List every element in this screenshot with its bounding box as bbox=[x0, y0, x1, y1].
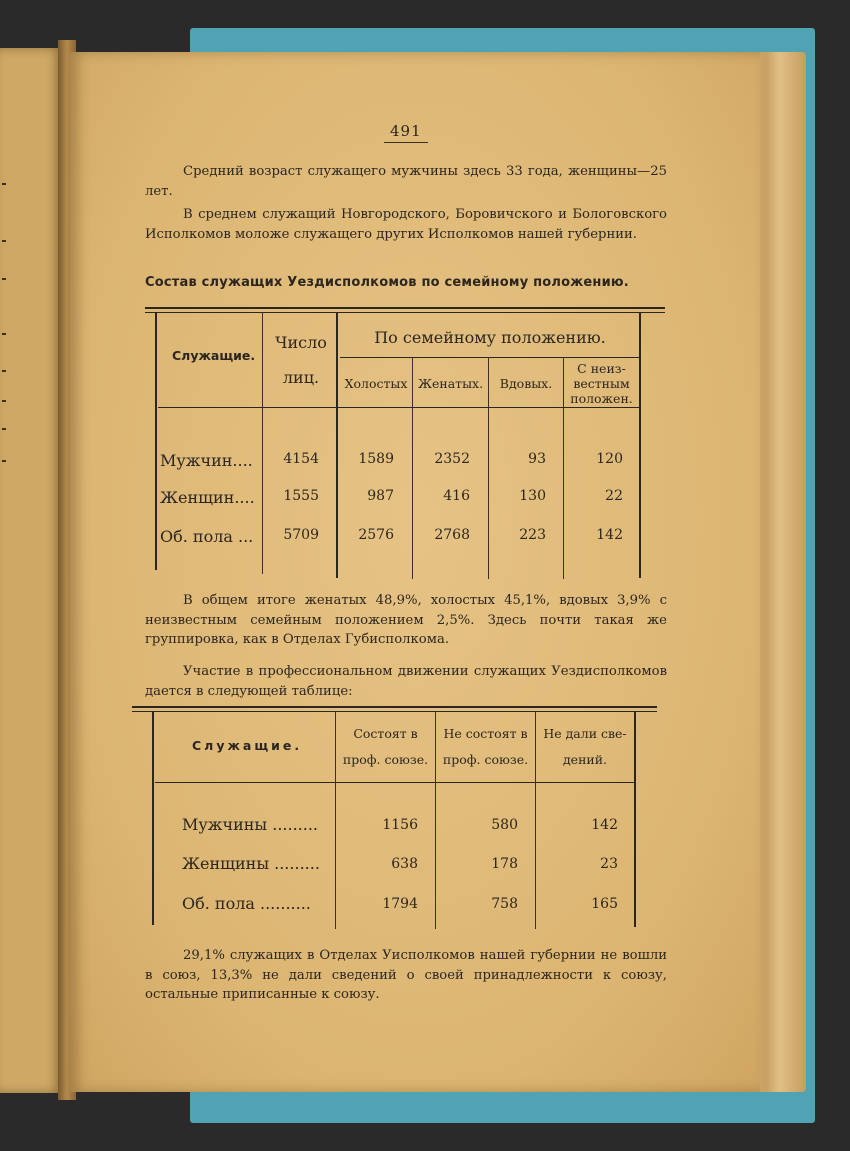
table1-cell-widowed: 93 bbox=[528, 451, 546, 467]
table2-row-label: Женщины ......... bbox=[182, 854, 320, 873]
table2-vline-left bbox=[152, 711, 154, 925]
table1-header-employees: Служащие. bbox=[172, 348, 256, 363]
table1-vline-right bbox=[639, 312, 641, 578]
paragraph-average-age: Средний возраст служащего мужчины здесь 33 года, женщины—25 лет. bbox=[145, 164, 667, 199]
table1-top-rule bbox=[145, 307, 665, 309]
table1-cell-unknown: 22 bbox=[605, 488, 623, 504]
table1-cell-count: 5709 bbox=[283, 527, 319, 543]
table1-header-married: Женатых. bbox=[417, 376, 484, 391]
table1-header-unknown bbox=[564, 361, 639, 406]
table1-cell-single: 987 bbox=[367, 488, 394, 504]
table1-cell-count: 1555 bbox=[283, 488, 319, 504]
table1-cell-married: 2352 bbox=[434, 451, 470, 467]
table1-cell-unknown: 142 bbox=[596, 527, 623, 543]
table1-header-single: Холостых bbox=[344, 376, 408, 391]
table1-header-unknown-2: вестным bbox=[573, 376, 630, 391]
table2-header-members-2: проф. союзе. bbox=[342, 752, 429, 767]
table1-title: Состав служащих Уездисполкомов по семейному положению. bbox=[145, 275, 629, 290]
table1-cell-widowed: 130 bbox=[519, 488, 546, 504]
table2-top-rule-thin bbox=[132, 711, 657, 712]
table1-cell-single: 2576 bbox=[358, 527, 394, 543]
table1-header-rule bbox=[158, 407, 640, 408]
table2-header-nonmembers-1: Не состоят в bbox=[443, 726, 528, 741]
table2-header-members-1: Состоят в bbox=[353, 726, 418, 741]
table2-header-noinfo-1: Не дали све- bbox=[543, 726, 627, 741]
table1-cell-count: 4154 bbox=[283, 451, 319, 467]
table2-cell-nonmembers: 178 bbox=[491, 856, 518, 872]
table1-cell-widowed: 223 bbox=[519, 527, 546, 543]
left-page-edge bbox=[0, 48, 62, 1093]
table2-cell-noinfo: 165 bbox=[591, 896, 618, 912]
paragraph-totals: В общем итоге женатых 48,9%, холостых 45,1%, вдовых 3,9% с неизвестным семейным положением 2,5%. Здесь почти такая же группировка, как в Отделах Губисполкома. bbox=[145, 593, 667, 647]
paragraph-closing: 29,1% служащих в Отделах Уисполкомов нашей губернии не вошли в союз, 13,3% не дали сведений о своей принадлежности к союзу, остальные приписанные к союзу. bbox=[145, 948, 667, 1002]
table1-header-widowed: Вдовых. bbox=[499, 376, 553, 391]
table2-top-rule bbox=[132, 706, 657, 708]
table1-cell-single: 1589 bbox=[358, 451, 394, 467]
table1-row-label: Мужчин.... bbox=[160, 451, 253, 470]
table1-cell-unknown: 120 bbox=[596, 451, 623, 467]
table2-cell-noinfo: 23 bbox=[600, 856, 618, 872]
table2-header-noinfo-2: дений. bbox=[562, 752, 608, 767]
table2-cell-members: 1794 bbox=[382, 896, 418, 912]
table1-row-label: Женщин.... bbox=[160, 488, 255, 507]
table1-top-rule-thin bbox=[145, 312, 665, 313]
table1-header-unknown-1: С неиз- bbox=[577, 361, 626, 376]
table1-header-count-2: лиц. bbox=[282, 368, 320, 387]
table2-row-label: Мужчины ......... bbox=[182, 815, 319, 834]
table2-vline-right bbox=[634, 711, 636, 927]
table2-header-rule bbox=[155, 782, 635, 783]
table1-group-rule bbox=[340, 357, 640, 358]
page-number: 491 bbox=[390, 122, 422, 140]
table1-header-group: По семейному положению. bbox=[374, 328, 606, 347]
table2-cell-noinfo: 142 bbox=[591, 817, 618, 833]
table1-cell-married: 2768 bbox=[434, 527, 470, 543]
table2-header-nonmembers-2: проф. союзе. bbox=[442, 752, 529, 767]
table2-cell-members: 638 bbox=[391, 856, 418, 872]
table1-vline-left bbox=[155, 312, 157, 570]
table2-row-label: Об. пола .......... bbox=[182, 894, 311, 913]
table1-header-unknown-3: положен. bbox=[570, 391, 633, 406]
table1-header-count-1: Число bbox=[275, 333, 327, 352]
table2-cell-members: 1156 bbox=[382, 817, 418, 833]
table1-row-label: Об. пола ... bbox=[160, 527, 254, 546]
paragraph-union-intro: Участие в профессиональном движении служащих Уездисполкомов дается в следующей таблице: bbox=[145, 664, 667, 699]
table2-header-employees: Служащие. bbox=[192, 738, 303, 753]
paragraph-younger-employees: В среднем служащий Новгородского, Боровичского и Бологовского Исполкомов моложе служащего других Исполкомов нашей губернии. bbox=[145, 207, 667, 242]
table1-cell-married: 416 bbox=[443, 488, 470, 504]
table2-cell-nonmembers: 758 bbox=[491, 896, 518, 912]
table2-cell-nonmembers: 580 bbox=[491, 817, 518, 833]
